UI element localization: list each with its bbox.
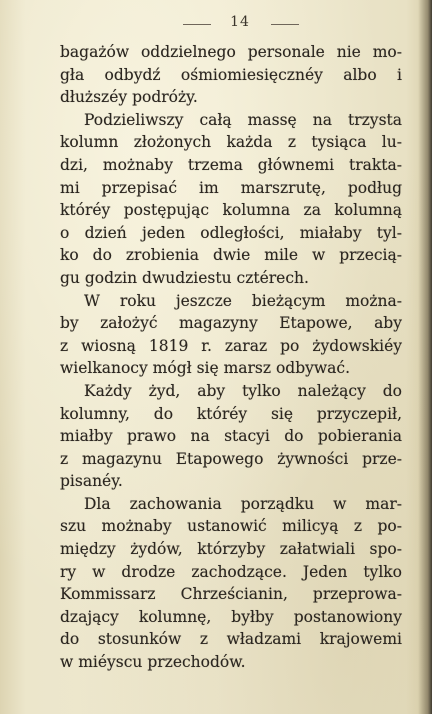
text-line: do stosunków z władzami krajowemi [60,630,402,649]
text-line: dzający kolumnę, byłby postanowiony [60,607,402,626]
text-line: Każdy żyd, aby tylko należący do [84,381,402,400]
text-line: w miéyscu przechodów. [60,653,246,672]
page-number: 14 [230,14,250,30]
text-line: kolumn złożonych każda z tysiąca lu- [60,133,402,152]
page-header [0,14,432,36]
text-line: by założyć magazyny Etapowe, aby [60,314,402,333]
text-line: któréy postępując kolumna za kolumną [60,201,402,220]
text-line: Podzieliwszy całą massę na trzysta [84,110,402,129]
text-line: Kommissarz Chrześcianin, przeprowa- [60,585,402,604]
body-text [60,41,402,674]
text-line: z wiosną 1819 r. zaraz po żydowskiéy [60,336,402,355]
text-line: ko do zrobienia dwie mile w przecią- [60,246,402,265]
text-line: wielkanocy mógł się marsz odbywać. [60,359,351,378]
text-line: ry w drodze zachodzące. Jeden tylko [60,562,402,581]
text-line: pisanéy. [60,472,123,491]
text-line: W roku jeszcze bieżącym można- [84,291,402,310]
text-line: szu możnaby ustanowić milicyą z po- [60,517,402,536]
text-line: gu godzin dwudziestu cztérech. [60,268,309,287]
text-line: dłuższéy podróży. [60,88,198,107]
text-line: z magazynu Etapowego żywności prze- [60,449,402,468]
text-line: mi przepisać im marszrutę, podług [60,178,402,197]
text-line: między żydów, którzyby załatwiali spo- [60,540,402,559]
text-line: Dla zachowania porządku w mar- [84,494,402,513]
text-line: gła odbydź ośmiomiesięcznéy albo i [60,65,402,84]
header-rule-right [271,24,299,25]
page-edge-shadow [418,0,432,714]
header-rule-left [183,24,211,25]
text-line: dzi, możnaby trzema głównemi trakta- [60,155,402,174]
text-line: miałby prawo na stacyi do pobierania [60,427,402,446]
text-line: bagażów oddzielnego personale nie mo- [60,43,402,61]
text-line: o dzień jeden odległości, miałaby tyl- [60,223,402,242]
text-line: kolumny, do któréy się przyczepił, [60,404,402,423]
